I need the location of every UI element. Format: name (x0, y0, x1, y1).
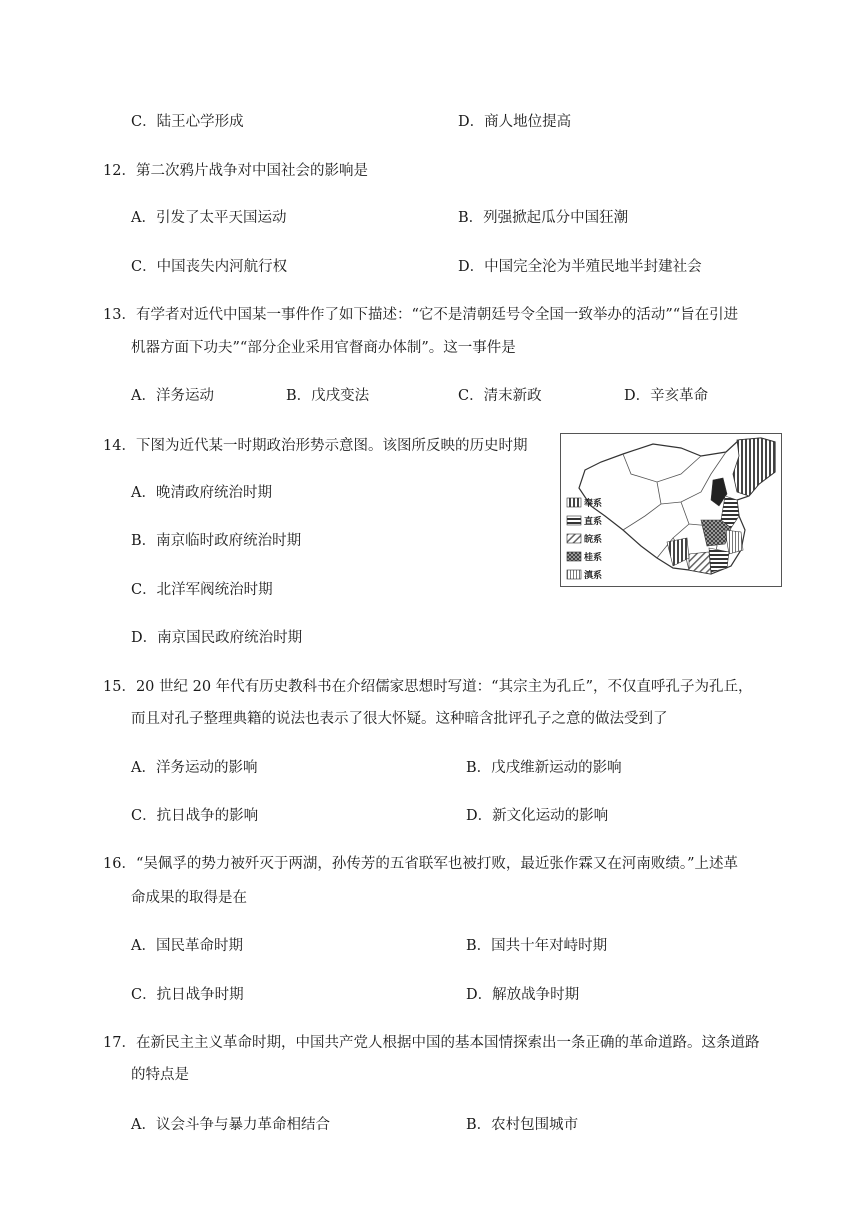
q13-option-a: A．洋务运动 (131, 388, 214, 404)
q11-option-c: C．陆王心学形成 (131, 114, 244, 130)
q12-option-d: D．中国完全沦为半殖民地半封建社会 (458, 259, 702, 275)
q11-option-d: D．商人地位提高 (458, 114, 572, 130)
legend-label-dianxi: 滇系 (584, 571, 603, 581)
q16-option-a: A．国民革命时期 (131, 938, 243, 954)
q12-option-a: A．引发了太平天国运动 (131, 210, 287, 226)
q17-stem-line2: 的特点是 (131, 1067, 189, 1083)
q13-option-c: C．清末新政 (458, 388, 542, 404)
q17-option-a: A．议会斗争与暴力革命相结合 (131, 1117, 330, 1133)
q15-option-b: B．戊戌维新运动的影响 (466, 760, 622, 776)
q14-option-a: A．晚清政府统治时期 (131, 485, 272, 501)
q13-stem-line1: 13．有学者对近代中国某一事件作了如下描述：“它不是清朝廷号令全国一致举办的活动”“旨在引进 (103, 307, 739, 323)
q16-option-c: C．抗日战争时期 (131, 987, 244, 1003)
q17-stem-line1: 17．在新民主主义革命时期，中国共产党人根据中国的基本国情探索出一条正确的革命道路。这条道路 (103, 1035, 760, 1051)
q12-option-b: B．列强掀起瓜分中国狂潮 (458, 210, 629, 226)
q12-stem: 12．第二次鸦片战争对中国社会的影响是 (103, 163, 368, 179)
q16-stem-line2: 命成果的取得是在 (131, 890, 247, 906)
q16-option-d: D．解放战争时期 (466, 987, 580, 1003)
q16-option-b: B．国共十年对峙时期 (466, 938, 608, 954)
q15-option-c: C．抗日战争的影响 (131, 808, 259, 824)
q13-option-d: D．辛亥革命 (624, 388, 709, 404)
q14-stem: 14．下图为近代某一时期政治形势示意图。该图所反映的历史时期 (103, 438, 528, 454)
legend-label-zhixi: 直系 (584, 517, 603, 527)
q15-option-a: A．洋务运动的影响 (131, 760, 258, 776)
q15-stem-line1: 15．20 世纪 20 年代有历史教科书在介绍儒家思想时写道：“其宗主为孔丘”，不仅直呼孔子为孔丘， (103, 679, 753, 695)
warlord-map-figure (560, 433, 782, 587)
q15-option-d: D．新文化运动的影响 (466, 808, 609, 824)
q16-stem-line1: 16．“吴佩孚的势力被歼灭于两湖，孙传芳的五省联军也被打败，最近张作霖又在河南败绩。”上述革 (103, 856, 739, 872)
legend-label-fengxi: 奉系 (584, 499, 603, 509)
legend-label-wanxi: 皖系 (584, 535, 603, 545)
q14-option-b: B．南京临时政府统治时期 (131, 533, 302, 549)
q13-option-b: B．戊戌变法 (286, 388, 370, 404)
q17-option-b: B．农村包围城市 (466, 1117, 579, 1133)
q14-option-c: C．北洋军阀统治时期 (131, 582, 273, 598)
q15-stem-line2: 而且对孔子整理典籍的说法也表示了很大怀疑。这种暗含批评孔子之意的做法受到了 (131, 711, 668, 727)
q12-option-c: C．中国丧失内河航行权 (131, 259, 288, 275)
legend-label-guixi: 桂系 (584, 553, 603, 563)
q14-option-d: D．南京国民政府统治时期 (131, 630, 303, 646)
q13-stem-line2: 机器方面下功夫”“部分企业采用官督商办体制”。这一事件是 (131, 340, 516, 356)
